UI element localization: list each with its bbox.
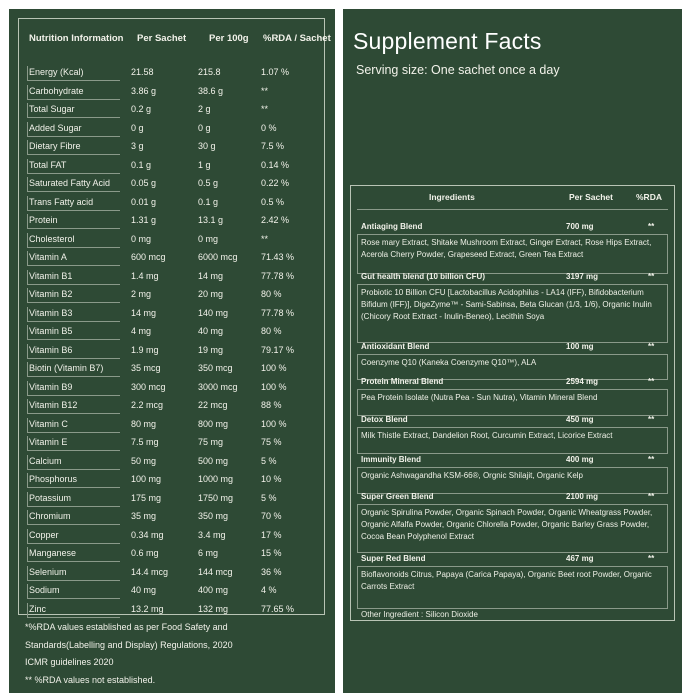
per-sachet-value: 1.4 mg (131, 270, 159, 281)
per-100g-value: 1 g (198, 159, 211, 170)
footnote-line: ICMR guidelines 2020 (25, 657, 114, 667)
blend-amount: 2100 mg (566, 492, 599, 501)
blend-name: Immunity Blend (361, 455, 422, 464)
blend-amount: 3197 mg (566, 272, 599, 281)
nutrient-name: Copper (29, 529, 59, 540)
blend-rda: ** (648, 455, 655, 464)
per-sachet-value: 0 g (131, 122, 144, 133)
blend-row (361, 454, 666, 467)
blend-rda: ** (648, 272, 655, 281)
rda-value: 100 % (261, 381, 287, 392)
per-sachet-value: 300 mcg (131, 381, 166, 392)
per-100g-value: 144 mcg (198, 566, 233, 577)
rda-value: 0.22 % (261, 178, 290, 189)
rda-value: 10 % (261, 474, 282, 485)
per-sachet-value: 175 mg (131, 492, 162, 503)
rda-value: 5 % (261, 455, 277, 466)
table-row (19, 285, 324, 304)
nutrition-table (18, 18, 331, 615)
per-100g-value: 20 mg (198, 289, 224, 300)
serving-size: Serving size: One sachet once a day (356, 63, 560, 77)
nutrient-name: Vitamin A (29, 252, 67, 263)
per-100g-value: 800 mg (198, 418, 229, 429)
nutrient-name: Manganese (29, 548, 77, 559)
nutrient-name: Selenium (29, 566, 67, 577)
table-row (19, 544, 324, 563)
table-row (19, 415, 324, 434)
blend-name: Detox Blend (361, 415, 408, 424)
header-per-sachet: Per Sachet (137, 33, 187, 44)
rda-value: 4 % (261, 585, 277, 596)
nutrient-name: Vitamin B1 (29, 270, 73, 281)
footnote-line: Standards(Labelling and Display) Regulations, 2020 (25, 639, 233, 650)
rda-value: 77.78 % (261, 307, 295, 318)
per-sachet-value: 21.58 (131, 67, 154, 77)
table-row (19, 211, 324, 230)
nutrient-name: Energy (Kcal) (29, 67, 84, 77)
rda-value: 2.42 % (261, 215, 290, 226)
supplement-panel (343, 9, 682, 693)
nutrient-name: Trans Fatty acid (29, 196, 94, 207)
rda-value: 88 % (261, 400, 282, 411)
rda-value: 1.07 % (261, 67, 290, 77)
per-100g-value: 0 mg (198, 233, 219, 244)
header-rda-per-sachet: %RDA / Sachet (263, 33, 331, 44)
rda-value: 15 % (261, 548, 282, 559)
rda-value: 7.5 % (261, 141, 285, 152)
table-row (19, 359, 324, 378)
rda-value: 0 % (261, 122, 277, 133)
blend-ingredients: Organic Ashwagandha KSM-66®, Orgnic Shilajit, Organic Kelp (361, 471, 584, 480)
blend-name: Gut health blend (10 billion CFU) (361, 272, 485, 281)
header-nutrition-information: Nutrition Information (29, 33, 124, 44)
blend-box (357, 285, 668, 343)
per-100g-value: 30 g (198, 141, 216, 152)
table-row (19, 63, 324, 82)
table-row (19, 82, 324, 101)
table-row (19, 341, 324, 360)
blend-ingredients: Organic Spirulina Powder, Organic Spinach Powder, Organic Wheatgrass Powder, Organic Alfalfa Powder, Organic Chlorella Powder, Organic Barley Grass Powder, Cocoa Bean Polyphenol Extract (361, 508, 653, 542)
blend-row (361, 341, 666, 354)
blend-row (361, 491, 666, 504)
per-sachet-value: 0.6 mg (131, 548, 159, 559)
blend-rda: ** (648, 222, 655, 231)
blend-box (357, 390, 668, 416)
blend-row (361, 221, 666, 234)
rda-value: 77.78 % (261, 270, 295, 281)
per-sachet-value: 40 mg (131, 585, 157, 596)
per-sachet-value: 2 mg (131, 289, 152, 300)
nutrient-name: Vitamin B3 (29, 307, 73, 318)
per-sachet-value: 0.34 mg (131, 529, 164, 540)
rda-value: ** (261, 233, 269, 244)
blend-box (357, 428, 668, 454)
per-sachet-value: 2.2 mcg (131, 400, 164, 411)
blend-ingredients: Coenzyme Q10 (Kaneka Coenzyme Q10™), ALA (361, 358, 537, 367)
nutrient-name: Vitamin B9 (29, 381, 73, 392)
per-100g-value: 40 mg (198, 326, 224, 337)
ingredients-table-header (351, 192, 674, 206)
header-ingredients: Ingredients (429, 192, 475, 202)
nutrient-name: Vitamin C (29, 418, 68, 429)
rda-value: 100 % (261, 418, 287, 429)
per-sachet-value: 13.2 mg (131, 603, 164, 614)
per-100g-value: 6 mg (198, 548, 219, 559)
per-sachet-value: 35 mcg (131, 363, 161, 374)
per-sachet-value: 0.2 g (131, 104, 152, 115)
nutrient-name: Phosphorus (29, 474, 78, 485)
table-row (19, 119, 324, 138)
ingredients-table (350, 185, 675, 621)
per-sachet-value: 0.05 g (131, 178, 157, 189)
per-100g-value: 2 g (198, 104, 211, 115)
per-100g-value: 350 mcg (198, 363, 233, 374)
per-sachet-value: 100 mg (131, 474, 162, 485)
per-sachet-value: 1.9 mg (131, 344, 159, 355)
rda-value: 80 % (261, 289, 282, 300)
table-row (19, 230, 324, 249)
blend-amount: 467 mg (566, 554, 594, 563)
nutrition-rows (19, 63, 324, 618)
blend-row (361, 553, 666, 566)
blend-rda: ** (648, 415, 655, 424)
per-100g-value: 132 mg (198, 603, 229, 614)
nutrient-name: Total FAT (29, 159, 67, 170)
per-100g-value: 1000 mg (198, 474, 234, 485)
rda-value: 77.65 % (261, 603, 295, 614)
per-sachet-value: 1.31 g (131, 215, 157, 226)
nutrition-footnotes (25, 619, 325, 689)
per-sachet-value: 14.4 mcg (131, 566, 169, 577)
nutrient-name: Chromium (29, 511, 71, 522)
nutrient-name: Carbohydrate (29, 85, 84, 96)
blend-divider (357, 467, 668, 468)
blend-amount: 2594 mg (566, 377, 599, 386)
table-row (19, 563, 324, 582)
per-sachet-value: 600 mcg (131, 252, 166, 263)
rda-value: 79.17 % (261, 344, 295, 355)
blend-ingredients: Pea Protein Isolate (Nutra Pea - Sun Nutra), Vitamin Mineral Blend (361, 393, 598, 402)
rda-value: 100 % (261, 363, 287, 374)
rda-value: ** (261, 104, 269, 115)
blend-row (361, 271, 666, 284)
blend-box (357, 235, 668, 274)
blend-ingredients: Rose mary Extract, Shitake Mushroom Extract, Ginger Extract, Rose Hips Extract, Acerola Cherry Powder, Grapeseed Extract, Green Tea Extract (361, 238, 652, 260)
rda-value: 36 % (261, 566, 282, 577)
rda-value: 70 % (261, 511, 282, 522)
nutrient-name: Protein (29, 215, 58, 226)
header-rda: %RDA (636, 192, 662, 202)
table-row (19, 137, 324, 156)
footnote-line: ** %RDA values not established. (25, 674, 156, 685)
table-row (19, 396, 324, 415)
table-row (19, 193, 324, 212)
table-row (19, 378, 324, 397)
blend-box (357, 505, 668, 553)
footnote-line: *%RDA values established as per Food Safety and (25, 622, 228, 632)
per-100g-value: 0.5 g (198, 178, 219, 189)
blend-amount: 100 mg (566, 342, 594, 351)
rda-value: 0.5 % (261, 196, 285, 207)
blend-divider (357, 354, 668, 355)
table-row (19, 489, 324, 508)
nutrient-name: Zinc (29, 603, 47, 614)
nutrition-table-header (19, 33, 331, 47)
per-100g-value: 140 mg (198, 307, 229, 318)
other-ingredient: Other Ingredient : Silicon Dioxide (361, 610, 478, 619)
supplement-facts-title: Supplement Facts (353, 28, 542, 54)
table-row (19, 304, 324, 323)
per-sachet-value: 14 mg (131, 307, 157, 318)
nutrient-name: Vitamin B5 (29, 326, 73, 337)
blend-amount: 700 mg (566, 222, 594, 231)
blend-name: Super Green Blend (361, 492, 434, 501)
rda-value: 5 % (261, 492, 277, 503)
per-100g-value: 22 mcg (198, 400, 228, 411)
per-sachet-value: 0 mg (131, 233, 152, 244)
blend-box (357, 567, 668, 609)
per-sachet-value: 3.86 g (131, 85, 157, 96)
blend-divider (357, 566, 668, 567)
nutrient-name: Total Sugar (29, 104, 75, 115)
nutrient-name: Vitamin E (29, 437, 68, 448)
per-100g-value: 3000 mcg (198, 381, 238, 392)
per-100g-value: 0.1 g (198, 196, 219, 207)
rda-value: 0.14 % (261, 159, 290, 170)
nutrient-name: Calcium (29, 455, 62, 466)
per-100g-value: 6000 mcg (198, 252, 238, 263)
per-100g-value: 14 mg (198, 270, 224, 281)
blend-row (361, 376, 666, 389)
blend-amount: 400 mg (566, 455, 594, 464)
table-row (19, 322, 324, 341)
nutrient-name: Added Sugar (29, 122, 82, 133)
table-row (19, 433, 324, 452)
per-sachet-value: 0.1 g (131, 159, 152, 170)
table-row (19, 248, 324, 267)
per-sachet-value: 4 mg (131, 326, 152, 337)
blend-row (361, 414, 666, 427)
per-100g-value: 38.6 g (198, 85, 224, 96)
per-100g-value: 0 g (198, 122, 211, 133)
rda-value: 71.43 % (261, 252, 295, 263)
nutrition-panel (9, 9, 335, 693)
nutrient-name: Potassium (29, 492, 72, 503)
per-100g-value: 350 mg (198, 511, 229, 522)
nutrient-name: Saturated Fatty Acid (29, 178, 111, 189)
per-100g-value: 500 mg (198, 455, 229, 466)
blend-ingredients: Probiotic 10 Billion CFU [Lactobacillus Acidophilus - LA14 (IFF), Bifidobacterium Bifidum (IFF)], DigeZyme™ - Sami-Sabinsa, Beta Glucan (1/3, 1/6), Organic Inulin (Chicory Root Extract - Inulin-Beneo), Lecithin Soya (361, 288, 652, 322)
rda-value: 75 % (261, 437, 282, 448)
per-100g-value: 19 mg (198, 344, 224, 355)
table-row (19, 452, 324, 471)
blend-name: Antioxidant Blend (361, 342, 430, 351)
blend-rda: ** (648, 377, 655, 386)
blend-name: Antiaging Blend (361, 222, 423, 231)
per-100g-value: 75 mg (198, 437, 224, 448)
nutrient-name: Vitamin B6 (29, 344, 73, 355)
rda-value: 80 % (261, 326, 282, 337)
blend-divider (357, 389, 668, 390)
per-100g-value: 3.4 mg (198, 529, 226, 540)
per-sachet-value: 35 mg (131, 511, 157, 522)
nutrient-name: Cholesterol (29, 233, 75, 244)
nutrient-name: Dietary Fibre (29, 141, 81, 152)
blend-amount: 450 mg (566, 415, 594, 424)
header-per-100g: Per 100g (209, 33, 249, 44)
rda-value: 17 % (261, 529, 282, 540)
per-100g-value: 1750 mg (198, 492, 234, 503)
per-100g-value: 400 mg (198, 585, 229, 596)
blend-divider (357, 234, 668, 235)
per-sachet-value: 80 mg (131, 418, 157, 429)
nutrient-name: Biotin (Vitamin B7) (29, 363, 104, 374)
table-row (19, 581, 324, 600)
blend-divider (357, 427, 668, 428)
rda-value: ** (261, 85, 269, 96)
per-sachet-value: 7.5 mg (131, 437, 159, 448)
nutrient-name: Sodium (29, 585, 60, 596)
per-sachet-value: 3 g (131, 141, 144, 152)
table-row (19, 156, 324, 175)
per-100g-value: 13.1 g (198, 215, 224, 226)
nutrient-name: Vitamin B2 (29, 289, 73, 300)
table-row (19, 470, 324, 489)
blend-ingredients: Bioflavonoids Citrus, Papaya (Carica Papaya), Organic Beet root Powder, Organic Carrots Extract (361, 570, 652, 592)
table-row (19, 507, 324, 526)
table-row (19, 174, 324, 193)
blend-rda: ** (648, 554, 655, 563)
table-row (19, 100, 324, 119)
blend-ingredients: Milk Thistle Extract, Dandelion Root, Curcumin Extract, Licorice Extract (361, 431, 613, 440)
table-row (19, 267, 324, 286)
nutrient-name: Vitamin B12 (29, 400, 78, 411)
table-row (19, 600, 324, 619)
table-row (19, 526, 324, 545)
blend-name: Protein Mineral Blend (361, 377, 444, 386)
blend-divider (357, 284, 668, 285)
per-100g-value: 215.8 (198, 67, 221, 77)
blend-rda: ** (648, 342, 655, 351)
per-sachet-value: 50 mg (131, 455, 157, 466)
blend-divider (357, 504, 668, 505)
header-per-sachet: Per Sachet (569, 192, 613, 202)
blend-rda: ** (648, 492, 655, 501)
header-divider (357, 209, 668, 210)
per-sachet-value: 0.01 g (131, 196, 157, 207)
blend-name: Super Red Blend (361, 554, 426, 563)
